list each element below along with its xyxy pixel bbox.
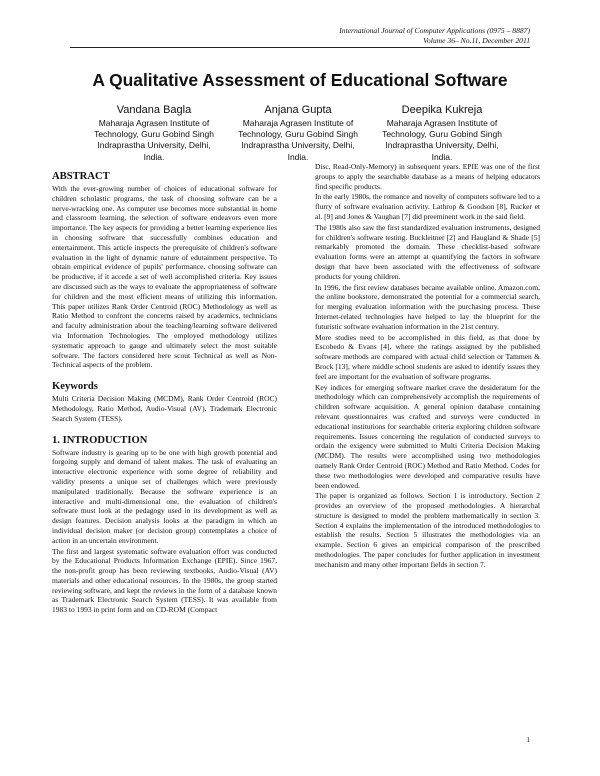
body-paragraph: Key indices for emerging software market crave the desideratum for the methodology which can comprehensively accomplish the requirements of children software acquisition. A general opinion database containing relevant questionnaires was crafted and surveys were conducted in educational institutions for searchable criteria exploring children software requirements. Issues concerning the regulation of conducted surveys to ordain the exigency were submitted to Multi Criteria Decision Making (MCDM). The results were accomplished using two methodologies namely Rank Order Centroid (ROC) Method and Ratio Method. Codes for these two methodologies were developed and comparative results have been endowed.: [315, 382, 540, 490]
author-affiliation-line: India.: [143, 151, 165, 162]
introduction-paragraph: Software industry is gearing up to be one with high growth potential and forgoing supply and demand of talent makes. The task of evaluating an interactive electronic experience with some degree of reliability and validity presents a unique set of challenges which were previously manipulated traditionally. Because the software experience is an interactive and multi-dimensional one, the evaluation of children's software must look at the pedagogy used in its development as well as design features. Decision analysis looks at the paradigm in which an individual decision maker (or decision group) contemplates a choice of action in an uncertain environment.: [52, 447, 277, 545]
author-affiliation-line: Technology, Guru Gobind Singh: [382, 129, 502, 140]
introduction-heading: 1. INTRODUCTION: [52, 434, 148, 446]
author-affiliation-line: India.: [287, 151, 309, 162]
author-affiliation-line: Maharaja Agrasen Institute of: [386, 118, 498, 128]
author-affiliation-line: Technology, Guru Gobind Singh: [94, 129, 214, 140]
keywords-heading: Keywords: [52, 381, 98, 393]
keywords-text: Multi Criteria Decision Making (MCDM), Rank Order Centroid (ROC) Methodology, Ratio Method, Audio-Visual (AV), Trademark Electronic Search System (TESS).: [52, 394, 277, 423]
author-affiliation-line: Indraprastha University, Delhi,: [241, 140, 355, 151]
body-paragraph: Disc, Read-Only-Memory) in subsequent years. EPIE was one of the first groups to apply the searchable database as a means of helping educators find specific products.: [315, 162, 540, 191]
author-name: Vandana Bagla: [116, 104, 192, 116]
introduction-paragraph: The first and largest systematic software evaluation effort was conducted by the Educational Products Information Exchange (EPIE). Since 1967, the non-profit group has been reviewing textbooks, Audio-Visual (AV) materials and other educational resources. In the 1980s, the group started reviewing software, and kept the reviews in the form of a database known as Trademark Electronic Search System (TESS). It was available from 1983 to 1993 in print form and on CD-ROM (Compact: [52, 546, 277, 615]
body-paragraph: More studies need to be accomplished in this field, as that done by Escobedo & Evans [4], where the ratings assigned by the published software methods are compared with actual child selection or Tammen & Brock [13], where middle school students are asked to identify issues they feel are important for the evaluation of software programs.: [315, 332, 540, 381]
right-column: [315, 162, 540, 571]
body-paragraph: The paper is organized as follows. Section 1 is introductory. Section 2 provides an overview of the proposed methodologies. A hierarchal structure is designed to model the problem mathematically in section 3. Section 4 explains the implementation of the introduced methodologies to establish the results. Section 5 illustrates the methodologies via an example. Section 6 gives an empirical comparison of the prescribed methodologies. The paper concludes for further application in investment mechanism and many other important fields in section 7.: [315, 491, 540, 569]
author-affiliation-line: Maharaja Agrasen Institute of: [242, 118, 354, 128]
author-affiliation-line: Indraprastha University, Delhi,: [385, 140, 499, 151]
left-column: [52, 170, 277, 616]
abstract-text: With the ever-growing number of choices of educational software for children scholastic programs, the task of choosing software can be a nerve-wracking one. As computer use becomes more substantial in home and classroom learning, the selection of software endeavors even more importance. The key aspects for providing a better learning experience lies in choosing software that successfully combines education and entertainment. This article inspects the prerequisite of children's software evaluation in the light of dynamic nature of edutainment perspective. To obtain empirical evidence of pupils' performance, choosing software can be productive, if it accede a set of well accomplished criteria. Key issues are discussed such as the ways to evaluate the appropriateness of software for children and the most efficient means of utilizing this information. This paper utilizes Rank Order Centroid (ROC) Methodology as well as Ratio Method to confront the concerns raised by academics, technicians and faculty administration about the teaching/learning software delivered via Information Technologies. The employed methodology utilizes systematic approach to gauge and ultimately select the most suitable software. The factors considered here scout Technical as well as Non-Technical aspects of the problem.: [52, 184, 277, 370]
body-paragraph: In 1996, the first review databases became available online. Amazon.com, the online bookstore, demonstrated the potential for a commercial search, for merging evaluation information with the purchasing process. These Internet-related technologies have helped to lay the blueprint for the futuristic software evaluation information in the 21st century.: [315, 282, 540, 331]
author-name: Anjana Gupta: [264, 104, 332, 116]
author-affiliation-line: India.: [431, 151, 453, 162]
abstract-heading: ABSTRACT: [52, 171, 110, 182]
header-rule: [70, 47, 530, 48]
body-paragraph: In the early 1980s, the romance and novelty of computers software led to a flurry of software evaluation activity. Lathrop & Goodson [8], Rucker et al. [9] and Jones & Vaughan [7] did preeminent work in the said field.: [315, 192, 540, 221]
paper-title: A Qualitative Assessment of Educational Software: [92, 70, 508, 90]
author-affiliation-line: Technology, Guru Gobind Singh: [238, 129, 358, 140]
body-paragraph: The 1980s also saw the first standardized evaluation instruments, designed for children's software testing. Buckleitner [2] and Haugland & Shade [5] remarkably promoted the domain. These checklist-based software evaluation forms were an attempt at quantifying the factors in software design that have been associated with the effectiveness of software products for young children.: [315, 222, 540, 281]
page-number: 1: [526, 735, 530, 744]
journal-volume: Volume 36– No.11, December 2011: [423, 36, 530, 45]
journal-name: International Journal of Computer Applications (0975 – 8887): [339, 26, 530, 35]
author-affiliation-line: Maharaja Agrasen Institute of: [98, 118, 210, 128]
author-block: [357, 103, 527, 163]
author-name: Deepika Kukreja: [401, 104, 483, 116]
author-affiliation-line: Indraprastha University, Delhi,: [97, 140, 211, 151]
